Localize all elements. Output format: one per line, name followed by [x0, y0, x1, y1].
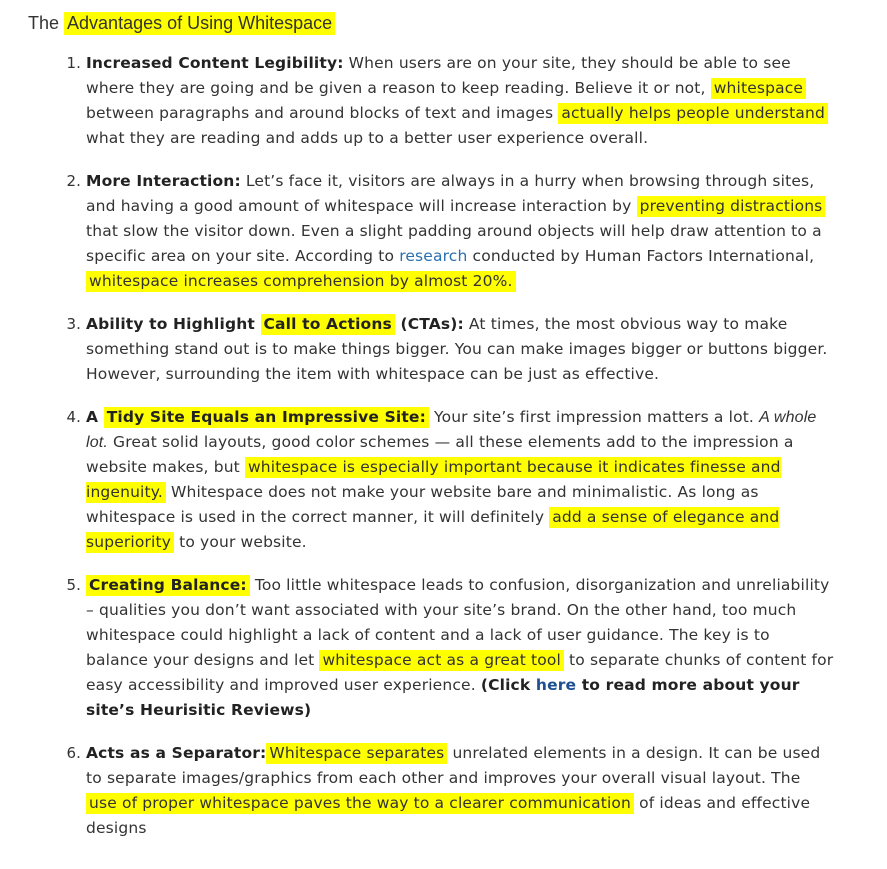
- item-title: More Interaction:: [86, 172, 241, 190]
- highlighted-text: add a sense of elegance and superiority: [86, 508, 780, 551]
- item-title: [86, 575, 250, 596]
- highlighted-text: Whitespace separates: [266, 743, 447, 764]
- item-text: Great solid layouts, good color schemes — all these elements add to the impression a website makes, but: [86, 433, 794, 476]
- item-title-part: (CTAs):: [394, 315, 464, 333]
- item-text: of ideas and effective designs: [86, 794, 811, 837]
- highlighted-text: whitespace is especially important because it indicates finesse and ingenuity.: [86, 458, 781, 501]
- italic-text: A whole lot.: [86, 409, 817, 451]
- highlighted-text: use of proper whitespace paves the way to a clearer communication: [86, 793, 634, 814]
- item-text: conducted by Human Factors International,: [467, 247, 815, 265]
- highlighted-title: Creating Balance:: [86, 575, 250, 596]
- bold-note-part: (Click: [480, 676, 536, 694]
- item-title: Acts as a Separator:: [86, 744, 267, 762]
- item-text: to separate chunks of content for easy accessibility and improved user experience.: [86, 651, 834, 694]
- item-text: When users are on your site, they should be able to see where they are going and be given a reason to keep reading. Believe it or not,: [86, 54, 791, 97]
- item-title-part: A: [86, 408, 104, 426]
- item-text: to your website.: [174, 533, 307, 551]
- item-title: [86, 407, 429, 428]
- highlighted-text: whitespace act as a great tool: [319, 650, 564, 671]
- list-item: [86, 573, 836, 723]
- heading-prefix: The: [28, 13, 65, 33]
- section-heading: [28, 9, 335, 37]
- highlighted-text: whitespace: [711, 78, 806, 99]
- item-title: Increased Content Legibility:: [86, 54, 344, 72]
- highlighted-title: Call to Actions: [261, 314, 395, 335]
- heading-highlight: Advantages of Using Whitespace: [64, 12, 335, 35]
- list-item: [86, 51, 836, 151]
- item-text: what they are reading and adds up to a better user experience overall.: [86, 129, 649, 147]
- item-text: unrelated elements in a design. It can be used to separate images/graphics from each other and improves your overall visual layout. The: [86, 744, 821, 787]
- item-title: [86, 314, 464, 335]
- bold-note-part: to read more about your site’s Heurisitic Reviews): [86, 676, 800, 719]
- item-text: Too little whitespace leads to confusion, disorganization and unreliability – qualities you don’t want associated with your site’s brand. On the other hand, too much whitespace could highlight a lack of content and a lack of user guidance. The key is to balance your designs and let: [86, 576, 830, 669]
- item-text: Whitespace does not make your website bare and minimalistic. As long as whitespace is used in the correct manner, it will definitely: [86, 483, 759, 526]
- item-text: Your site’s first impression matters a lot.: [428, 408, 760, 426]
- advantages-list: [86, 51, 836, 859]
- item-text: Let’s face it, visitors are always in a hurry when browsing through sites, and having a good amount of whitespace will increase interaction by: [86, 172, 815, 215]
- item-text: At times, the most obvious way to make something stand out is to make things bigger. You can make images bigger or buttons bigger. However, surrounding the item with whitespace can be just as effective.: [86, 315, 828, 383]
- research-link[interactable]: research: [399, 247, 468, 265]
- list-item: [86, 312, 836, 387]
- list-item: [86, 169, 836, 294]
- item-title-part: Ability to Highlight: [86, 315, 261, 333]
- here-link[interactable]: here: [535, 676, 577, 694]
- list-item: [86, 741, 836, 841]
- list-item: [86, 405, 836, 555]
- item-text: between paragraphs and around blocks of text and images: [86, 104, 559, 122]
- highlighted-text: actually helps people understand: [558, 103, 828, 124]
- highlighted-text: preventing distractions: [637, 196, 826, 217]
- highlighted-title: Tidy Site Equals an Impressive Site:: [104, 407, 429, 428]
- item-text: that slow the visitor down. Even a slight padding around objects will help draw attention to a specific area on your site. According to: [86, 222, 822, 265]
- highlighted-text: whitespace increases comprehension by almost 20%.: [86, 271, 516, 292]
